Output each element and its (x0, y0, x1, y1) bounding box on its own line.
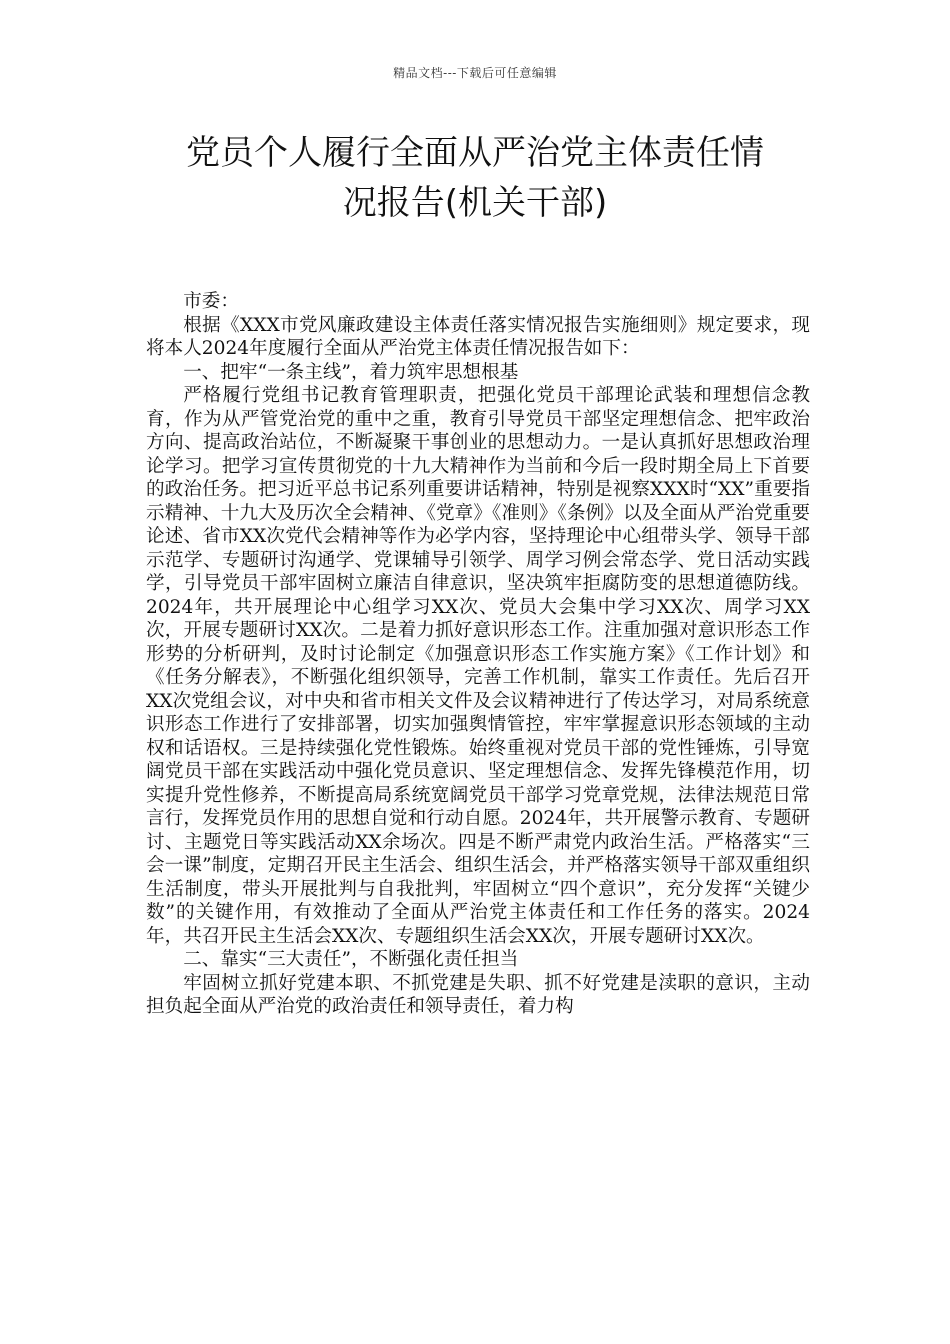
section-heading-2: 二、靠实“三大责任”，不断强化责任担当 (183, 949, 519, 970)
salutation: 市委： (183, 291, 239, 312)
document-body (146, 290, 810, 1019)
intro-paragraph: 根据《XXX市党风廉政建设主体责任落实情况报告实施细则》规定要求，现将本人2024年度履行全面从严治党主体责任情况报告如下： (146, 314, 810, 359)
section-2-body: 牢固树立抓好党建本职、不抓党建是失职、抓不好党建是渎职的意识，主动担负起全面从严治党的政治责任和领导责任，着力构 (146, 972, 810, 1017)
title-line-2: 况报告(机关干部) (342, 183, 608, 223)
title-line-1: 党员个人履行全面从严治党主体责任情 (186, 133, 764, 173)
section-heading-1: 一、把牢“一条主线”，着力筑牢思想根基 (183, 361, 519, 383)
section-1-body: 严格履行党组书记教育管理职责，把强化党员干部理论武装和理想信念教育，作为从严管党治党的重中之重，教育引导党员干部坚定理想信念、把牢政治方向、提高政治站位，不断凝聚干事创业的思想动力。一是认真抓好思想政治理论学习。把学习宣传贯彻党的十九大精神作为当前和今后一段时期全局上下首要的政治任务。把习近平总书记系列重要讲话精神，特别是视察XXX时“XX”重要指示精神、十九大及历次全会精神、《党章》《准则》《条例》以及全面从严治党重要论述、省市XX次党代会精神等作为必学内容，坚持理论中心组带头学、领导干部示范学、专题研讨沟通学、党课辅导引领学、周学习例会常态学、党日活动实践学，引导党员干部牢固树立廉洁自律意识，坚决筑牢拒腐防变的思想道德防线。2024年，共开展理论中心组学习XX次、党员大会集中学习XX次、周学习XX次，开展专题研讨XX次。二是着力抓好意识形态工作。注重加强对意识形态工作形势的分析研判，及时讨论制定《加强意识形态工作实施方案》《工作计划》和《任务分解表》，不断强化组织领导，完善工作机制，靠实工作责任。先后召开XX次党组会议，对中央和省市相关文件及会议精神进行了传达学习，对局系统意识形态工作进行了安排部署，切实加强舆情管控，牢牢掌握意识形态领域的主动权和话语权。三是持续强化党性锻炼。始终重视对党员干部的党性锤炼，引导宽阔党员干部在实践活动中强化党员意识、坚定理想信念、发挥先锋模范作用，切实提升党性修养，不断提高局系统宽阔党员干部学习党章党规，法律法规范日常言行，发挥党员作用的思想自觉和行动自愿。2024年，共开展警示教育、专题研讨、主题党日等实践活动XX余场次。四是不断严肃党内政治生活。严格落实“三会一课”制度，定期召开民主生活会、组织生活会，并严格落实领导干部双重组织生活制度，带头开展批判与自我批判，牢固树立“四个意识”，充分发挥“关键少数”的关键作用，有效推动了全面从严治党主体责任和工作任务的落实。2024年，共召开民主生活会XX次、专题组织生活会XX次，开展专题研讨XX次。 (146, 385, 810, 947)
document-title (120, 128, 830, 228)
page-header-note: 精品文档---下载后可任意编辑 (393, 66, 557, 80)
